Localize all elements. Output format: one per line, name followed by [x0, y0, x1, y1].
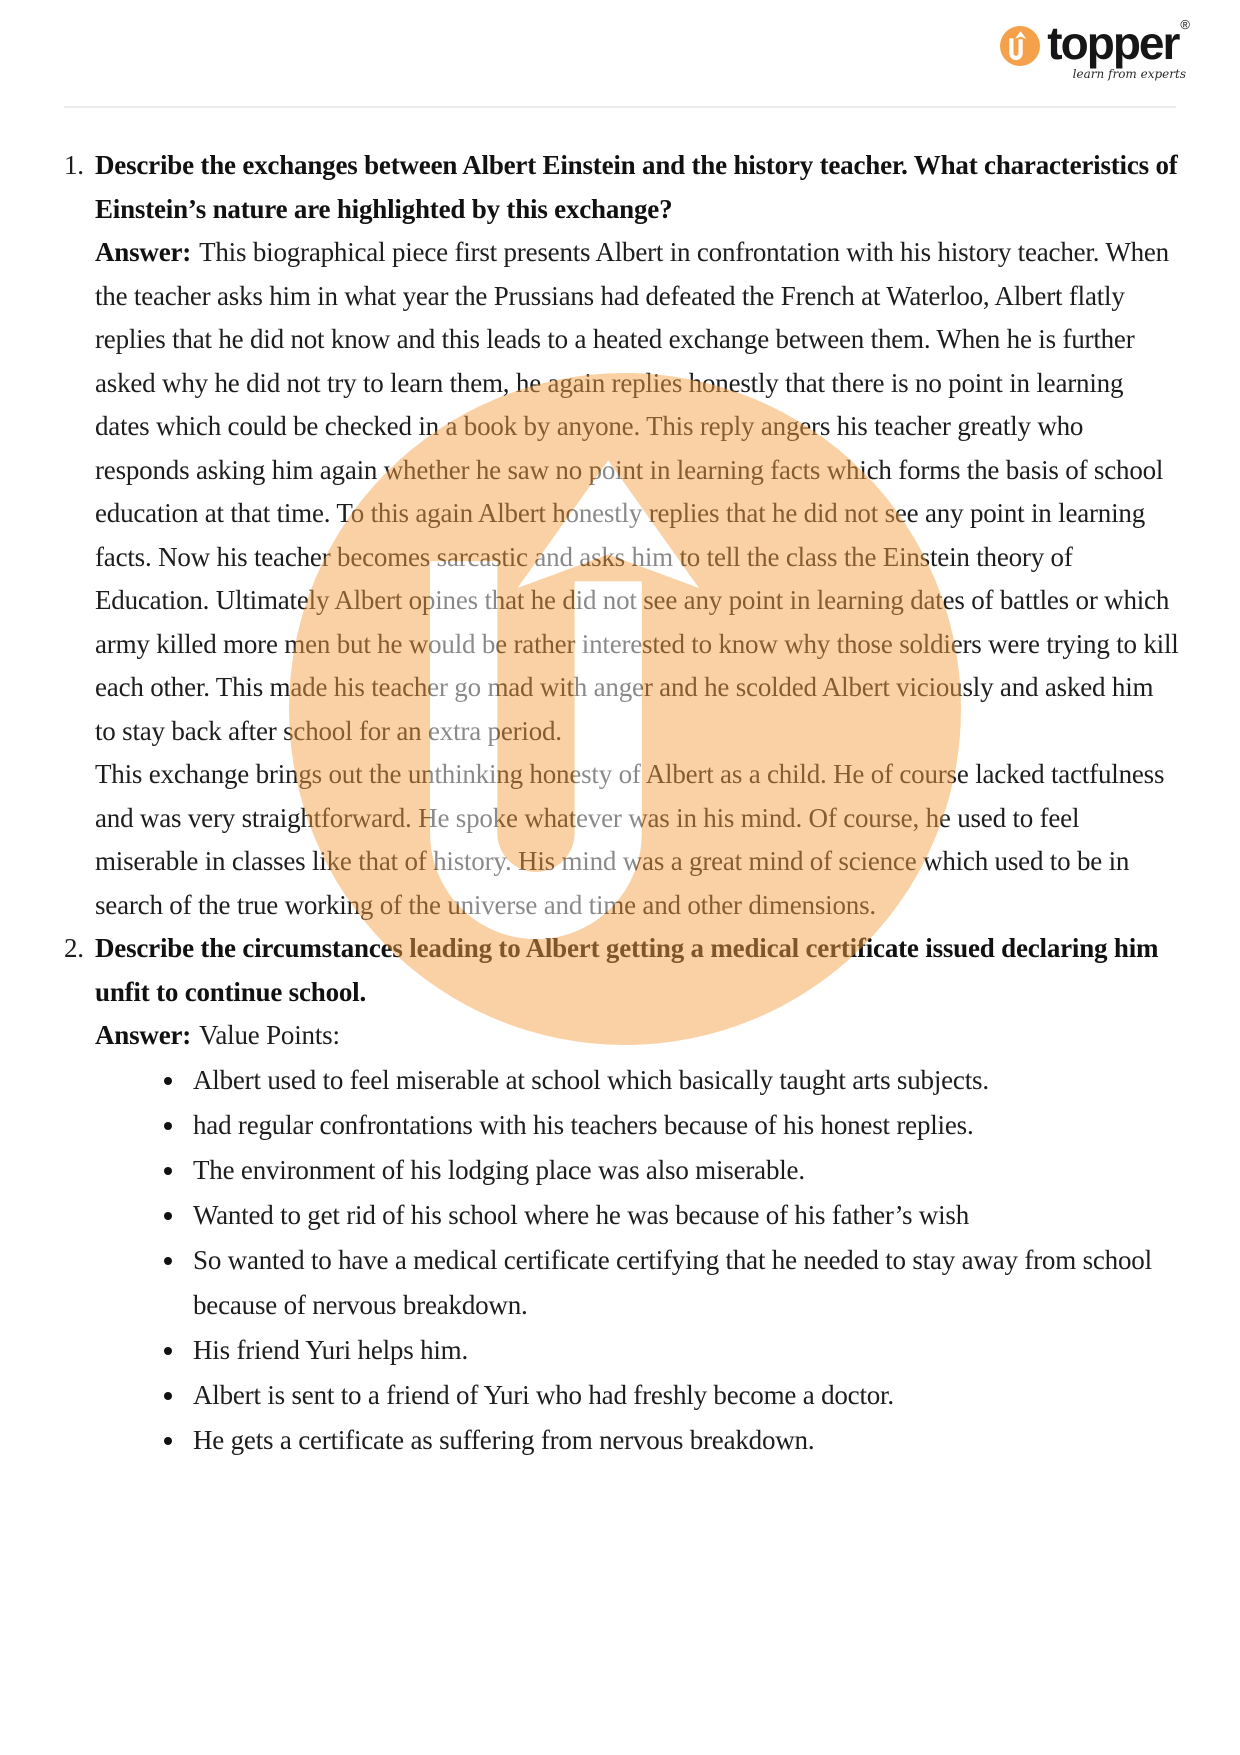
answer-text: This biographical piece first presents Albert in confrontation with his history teacher. When the teacher asks him in what year the Prussians had defeated the French at Waterloo, Albert flatly replies that he did not know and this leads to a heated exchange between them. When he is further asked why he did not try to learn them, he again replies honestly that there is no point in learning dates which could be checked in a book by anyone. This reply angers his teacher greatly who responds asking him again whether he saw no point in learning facts which forms the basis of school education at that time. To this again Albert honestly replies that he did not see any point in learning facts. Now his teacher becomes sarcastic and asks him to tell the class the Einstein theory of Education. Ultimately Albert opines that he did not see any point in learning dates of battles or which army killed more men but he would be rather interested to know why those soldiers were trying to kill each other. This made his teacher go mad with anger and he scolded Albert viciously and asked him to stay back after school for an extra period.	[95, 237, 1179, 746]
answer-paragraph	[95, 231, 1180, 753]
header-divider	[64, 106, 1176, 108]
list-item: So wanted to have a medical certificate certifying that he needed to stay away from school because of nervous breakdown.	[162, 1238, 1180, 1328]
question-number: 1.	[64, 150, 84, 180]
registered-trademark-symbol: ®	[1180, 17, 1190, 32]
list-item: had regular confrontations with his teachers because of his honest replies.	[162, 1103, 1180, 1148]
brand-wordmark: topper	[1047, 17, 1179, 69]
list-item: Wanted to get rid of his school where he was because of his father’s wish	[162, 1193, 1180, 1238]
qa-content	[64, 144, 1180, 1463]
answer-paragraph: This exchange brings out the unthinking honesty of Albert as a child. He of course lacked tactfulness and was very straightforward. He spoke whatever was in his mind. Of course, he used to feel miserable in classes like that of history. His mind was a great mind of science which used to be in search of the true working of the universe and time and other dimensions.	[95, 759, 1165, 920]
question-text: Describe the exchanges between Albert Einstein and the history teacher. What characteristics of Einstein’s nature are highlighted by this exchange?	[95, 150, 1178, 224]
question-block-2	[64, 927, 1180, 1463]
brand-logo	[1000, 17, 1190, 81]
question-block-1	[64, 144, 1180, 927]
question-text: Describe the circumstances leading to Albert getting a medical certificate issued declaring him unfit to continue school.	[95, 933, 1159, 1007]
utopper-logo-icon	[1000, 26, 1040, 66]
question-number: 2.	[64, 933, 84, 963]
answer-label: Answer:	[95, 237, 192, 267]
brand-tagline: learn from experts	[1072, 67, 1186, 81]
value-points-list	[95, 1058, 1180, 1463]
answer-label: Answer:	[95, 1020, 192, 1050]
list-item: He gets a certificate as suffering from nervous breakdown.	[162, 1418, 1180, 1463]
list-item: His friend Yuri helps him.	[162, 1328, 1180, 1373]
answer-intro-line	[95, 1014, 1180, 1058]
answer-intro: Value Points:	[199, 1020, 340, 1050]
list-item: Albert is sent to a friend of Yuri who had freshly become a doctor.	[162, 1373, 1180, 1418]
list-item: The environment of his lodging place was also miserable.	[162, 1148, 1180, 1193]
list-item: Albert used to feel miserable at school which basically taught arts subjects.	[162, 1058, 1180, 1103]
